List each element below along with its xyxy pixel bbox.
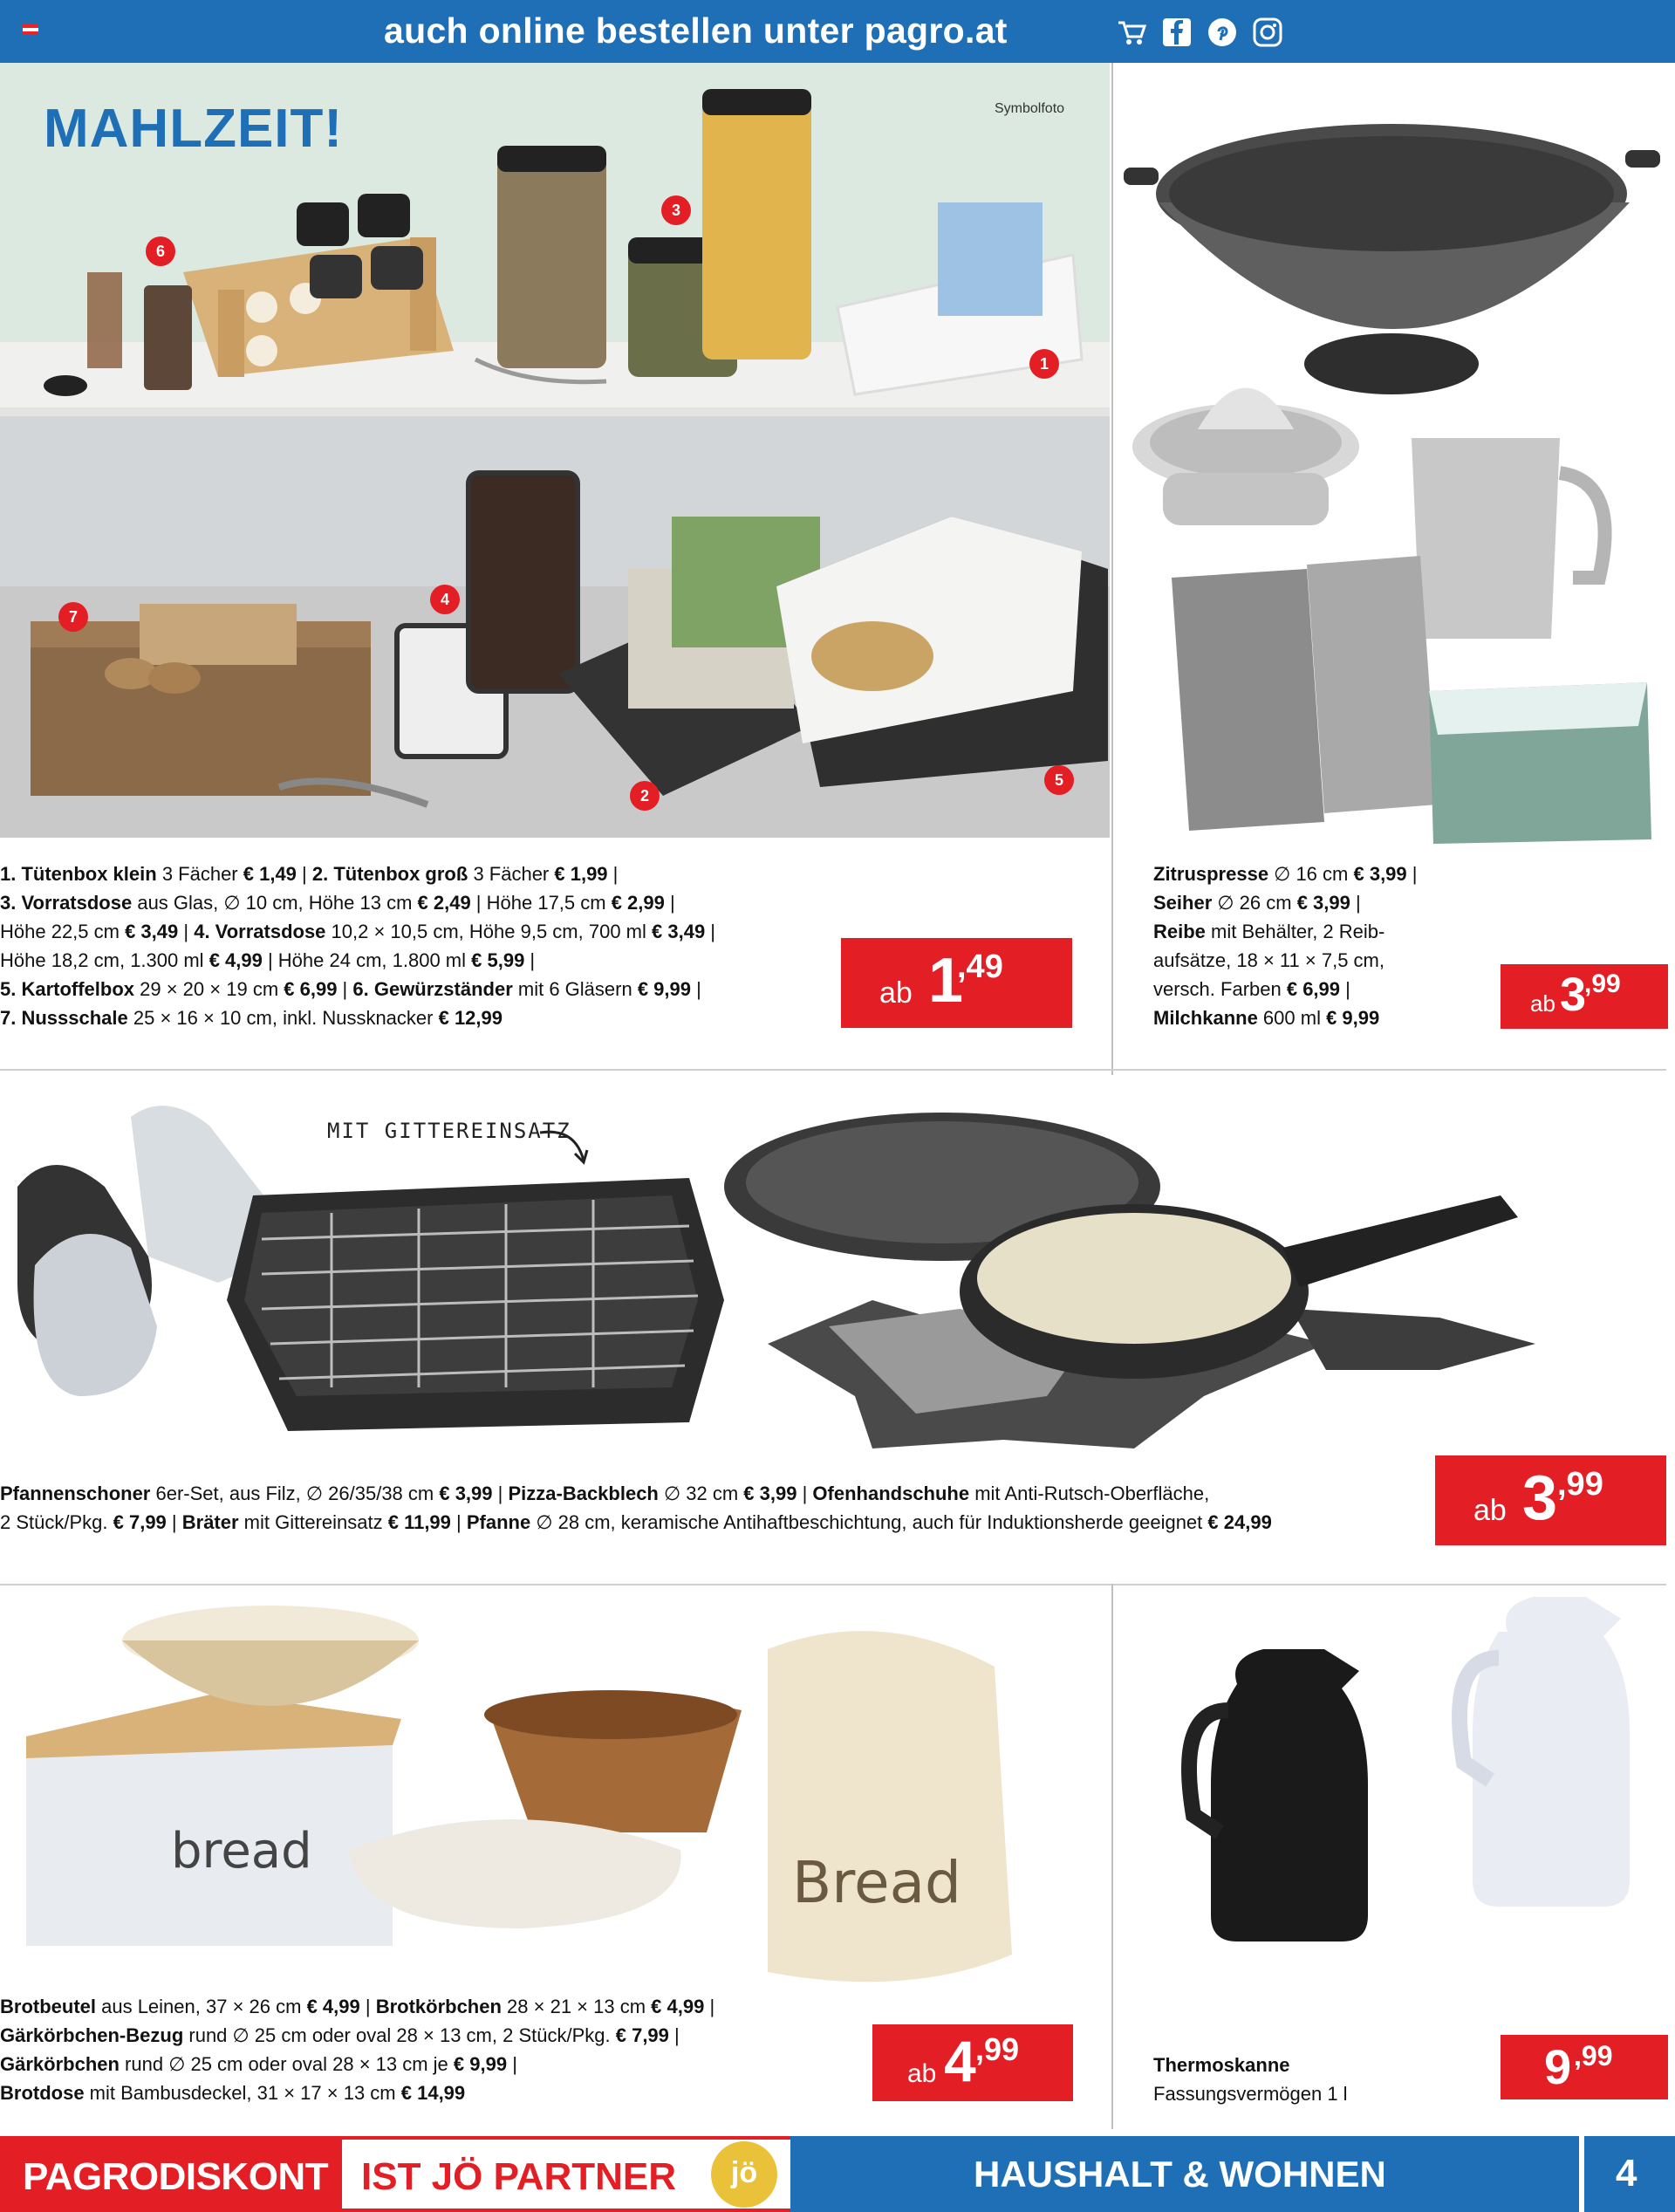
product-detail: | [668, 2024, 680, 2046]
brand-logo[interactable] [0, 2136, 342, 2212]
product-detail: | Höhe 17,5 cm [470, 892, 612, 914]
arrow-icon [537, 1126, 589, 1169]
product-name-or-price: € 2,49 [417, 892, 471, 914]
section3-description [0, 1479, 1431, 1537]
product-detail: Höhe 22,5 cm [0, 921, 126, 942]
price-decimals: ,99 [1574, 2040, 1613, 2072]
product-detail: ∅ 16 cm [1268, 863, 1354, 885]
product-name-or-price: € 6,99 [1286, 978, 1341, 1000]
description-line [0, 975, 785, 1003]
price-prefix: ab [879, 976, 913, 1010]
product-detail: | [524, 949, 536, 971]
product-detail: | [359, 1996, 376, 2017]
jo-logo-icon: jö [711, 2141, 777, 2208]
product-name-or-price: € 3,99 [743, 1483, 797, 1504]
product-detail: rund ∅ 25 cm oder oval 28 × 13 cm, 2 Stück/Pkg. [183, 2024, 616, 2046]
product-name-or-price: 4. Vorratsdose [194, 921, 326, 942]
product-name-or-price: € 5,99 [471, 949, 525, 971]
product-detail: mit 6 Gläsern [512, 978, 638, 1000]
section2-description [1153, 859, 1485, 1032]
description-line [0, 2078, 838, 2107]
price-box-section4[interactable] [872, 2024, 1073, 2101]
product-detail: | [664, 892, 675, 914]
product-detail: 600 ml [1257, 1007, 1327, 1029]
price-integer: 3 [1560, 969, 1585, 1021]
product-name-or-price: € 24,99 [1207, 1511, 1272, 1533]
product-name-or-price: € 1,49 [243, 863, 297, 885]
product-name-or-price: Zitruspresse [1153, 863, 1269, 885]
product-name-or-price: € 4,99 [209, 949, 263, 971]
product-detail: mit Behälter, 2 Reib- [1205, 921, 1385, 942]
brand-name: PAGRODISKONT [23, 2155, 329, 2198]
product-name-or-price: € 9,99 [453, 2053, 508, 2075]
product-detail: 3 Fächer [468, 863, 555, 885]
social-icons [1115, 16, 1284, 49]
price-box-section2[interactable] [1501, 964, 1668, 1029]
product-name-or-price: € 3,99 [439, 1483, 493, 1504]
description-line [1153, 2051, 1415, 2079]
price-prefix: ab [907, 2059, 937, 2088]
product-name-or-price: € 6,99 [284, 978, 338, 1000]
price-decimals: ,99 [1557, 1466, 1603, 1503]
product-detail: | [337, 978, 353, 1000]
product-detail: Fassungsvermögen 1 l [1153, 2083, 1348, 2105]
column-divider [1111, 63, 1113, 1075]
product-detail: 28 × 21 × 13 cm [501, 1996, 652, 2017]
kitchen-tools-photo [1115, 63, 1675, 857]
product-name-or-price: € 3,49 [652, 921, 706, 942]
bread-box-label: bread [171, 1823, 312, 1880]
product-detail: | [1406, 863, 1418, 885]
product-number-badge: 4 [430, 585, 460, 614]
product-detail: | [178, 921, 195, 942]
product-number-badge: 3 [661, 195, 691, 225]
product-number-badge: 7 [58, 602, 88, 632]
product-name-or-price: € 7,99 [615, 2024, 669, 2046]
description-line [1153, 859, 1485, 888]
product-name-or-price: Brotkörbchen [375, 1996, 502, 2017]
product-number-badge: 2 [630, 781, 660, 811]
grill-insert-annotation: MIT GITTEREINSATZ [327, 1119, 571, 1143]
description-line [0, 859, 785, 888]
pantry-storage-photo [0, 63, 1110, 838]
price-decimals: ,99 [1584, 969, 1621, 998]
product-detail: | [492, 1483, 509, 1504]
product-detail: Höhe 18,2 cm, 1.300 ml [0, 949, 209, 971]
price-integer: 9 [1544, 2039, 1570, 2094]
product-name-or-price: € 12,99 [438, 1007, 502, 1029]
product-name-or-price: Milchkanne [1153, 1007, 1258, 1029]
online-order-headline[interactable]: auch online bestellen unter pagro.at [384, 10, 1008, 51]
bread-bag-label: Bread [792, 1849, 961, 1916]
product-name-or-price: Bräter [181, 1511, 239, 1533]
partner-text: IST JÖ PARTNER [361, 2155, 677, 2198]
description-line [1153, 917, 1485, 946]
price-decimals: ,49 [957, 948, 1003, 985]
product-detail: | [1340, 978, 1350, 1000]
price-decimals: ,99 [975, 2031, 1020, 2067]
product-detail: versch. Farben [1153, 978, 1287, 1000]
price-prefix: ab [1530, 990, 1555, 1017]
product-detail: mit Anti-Rutsch-Oberfläche, [969, 1483, 1210, 1504]
price-integer: 3 [1522, 1463, 1556, 1533]
section-divider [0, 1584, 1666, 1585]
product-name-or-price: € 9,99 [637, 978, 691, 1000]
product-name-or-price: € 11,99 [387, 1511, 451, 1533]
price-integer: 1 [928, 946, 962, 1016]
footer-bar [0, 2136, 1675, 2212]
product-name-or-price: Ofenhandschuhe [812, 1483, 970, 1504]
section1-description [0, 859, 785, 1032]
section4-description [0, 1992, 838, 2107]
top-banner [0, 0, 1675, 63]
bread-items-photo [0, 1597, 1110, 1998]
column-divider [1111, 1584, 1113, 2129]
product-detail: | [450, 1511, 467, 1533]
product-detail: mit Bambusdeckel, 31 × 17 × 13 cm [84, 2082, 401, 2104]
description-line [0, 917, 785, 946]
product-name-or-price: € 9,99 [1326, 1007, 1380, 1029]
product-name-or-price: 7. Nussschale [0, 1007, 128, 1029]
product-detail: | Höhe 24 cm, 1.800 ml [262, 949, 472, 971]
austria-flag-icon [23, 24, 38, 35]
description-line [1153, 1003, 1485, 1032]
baking-pan-photo [0, 1082, 1675, 1466]
product-name-or-price: Pfanne [466, 1511, 531, 1533]
description-line [1153, 2079, 1415, 2108]
product-number-badge: 1 [1029, 349, 1059, 379]
product-detail: 3 Fächer [156, 863, 243, 885]
description-line [0, 1003, 785, 1032]
product-detail: | [691, 978, 701, 1000]
product-detail: 2 Stück/Pkg. [0, 1511, 113, 1533]
product-number-badge: 6 [146, 236, 175, 266]
product-detail: 25 × 16 × 10 cm, inkl. Nussknacker [127, 1007, 439, 1029]
product-detail: | [296, 863, 312, 885]
description-line [0, 2050, 838, 2078]
product-name-or-price: Pfannenschoner [0, 1483, 151, 1504]
product-name-or-price: Brotdose [0, 2082, 85, 2104]
section5-description [1153, 2051, 1415, 2108]
product-name-or-price: € 1,99 [554, 863, 608, 885]
product-name-or-price: Pizza-Backblech [508, 1483, 659, 1504]
product-name-or-price: Gärkörbchen-Bezug [0, 2024, 184, 2046]
product-detail: 10,2 × 10,5 cm, Höhe 9,5 cm, 700 ml [325, 921, 653, 942]
product-detail: | [796, 1483, 813, 1504]
product-name-or-price: Gärkörbchen [0, 2053, 120, 2075]
section-title: MAHLZEIT! [44, 99, 344, 159]
product-name-or-price: 5. Kartoffelbox [0, 978, 135, 1000]
product-name-or-price: € 3,99 [1353, 863, 1407, 885]
product-detail: mit Gittereinsatz [238, 1511, 388, 1533]
product-detail: | [607, 863, 619, 885]
price-box-section3[interactable] [1435, 1455, 1666, 1545]
product-detail: ∅ 28 cm, keramische Antihaftbeschichtung, auch für Induktionsherde geeignet [530, 1511, 1208, 1533]
product-detail: | [507, 2053, 517, 2075]
category-banner [790, 2136, 1579, 2212]
description-line [1153, 888, 1485, 917]
product-detail: aufsätze, 18 × 11 × 7,5 cm, [1153, 949, 1384, 971]
product-detail: | [1350, 892, 1361, 914]
cart-icon[interactable] [1115, 16, 1148, 49]
product-detail: ∅ 32 cm [658, 1483, 744, 1504]
product-number-badge: 5 [1044, 765, 1074, 795]
product-name-or-price: 2. Tütenbox groß [311, 863, 468, 885]
product-name-or-price: € 4,99 [306, 1996, 360, 2017]
product-detail: 6er-Set, aus Filz, ∅ 26/35/38 cm [150, 1483, 440, 1504]
pinterest-icon[interactable] [1206, 16, 1239, 49]
facebook-icon[interactable] [1160, 16, 1193, 49]
price-box-section1[interactable] [841, 938, 1072, 1028]
product-detail: aus Glas, ∅ 10 cm, Höhe 13 cm [132, 892, 418, 914]
symbolfoto-note: Symbolfoto [995, 101, 1065, 116]
description-line [0, 888, 785, 917]
product-detail: rund ∅ 25 cm oder oval 28 × 13 cm je [119, 2053, 454, 2075]
product-name-or-price: € 3,99 [1296, 892, 1350, 914]
price-prefix: ab [1473, 1494, 1507, 1527]
product-name-or-price: Seiher [1153, 892, 1213, 914]
product-name-or-price: € 7,99 [113, 1511, 167, 1533]
instagram-icon[interactable] [1251, 16, 1284, 49]
description-line [0, 1992, 838, 2021]
description-line [0, 1508, 1431, 1537]
product-name-or-price: Thermoskanne [1153, 2054, 1290, 2076]
category-title: HAUSHALT & WOHNEN [974, 2154, 1386, 2195]
product-name-or-price: € 3,49 [125, 921, 179, 942]
page-number-box [1584, 2136, 1675, 2212]
product-detail: | [705, 921, 716, 942]
product-detail: | [704, 1996, 715, 2017]
description-line [0, 946, 785, 975]
description-line [1153, 946, 1485, 975]
section-divider [0, 1069, 1666, 1071]
product-name-or-price: 6. Gewürzständer [352, 978, 513, 1000]
product-name-or-price: Brotbeutel [0, 1996, 96, 2017]
product-detail: | [166, 1511, 182, 1533]
description-line [1153, 975, 1485, 1003]
description-line [0, 1479, 1431, 1508]
product-detail: 29 × 20 × 19 cm [134, 978, 284, 1000]
price-box-section5[interactable] [1501, 2035, 1668, 2099]
thermos-photo [1115, 1597, 1675, 1981]
product-name-or-price: € 4,99 [651, 1996, 705, 2017]
product-name-or-price: 3. Vorratsdose [0, 892, 133, 914]
description-line [0, 2021, 838, 2050]
product-detail: aus Leinen, 37 × 26 cm [96, 1996, 307, 2017]
page-number: 4 [1616, 2152, 1637, 2195]
product-detail: ∅ 26 cm [1212, 892, 1297, 914]
price-integer: 4 [944, 2029, 974, 2093]
product-name-or-price: Reibe [1153, 921, 1206, 942]
product-name-or-price: € 14,99 [400, 2082, 466, 2104]
product-name-or-price: 1. Tütenbox klein [0, 863, 157, 885]
product-name-or-price: € 2,99 [611, 892, 665, 914]
